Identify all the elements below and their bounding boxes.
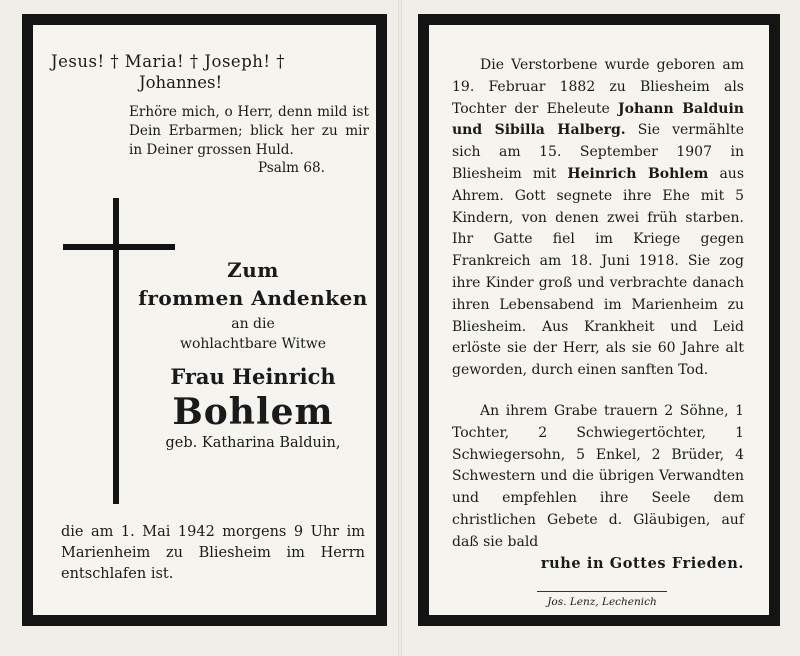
biography-part-3: aus Ahrem. Gott segnete ihre Ehe mit 5 Kindern, von denen zwei früh starben. Ihr Gatte fiel im Kriege gegen Frankreich am 18. Juni 1918. Sie zog ihre Kinder groß und verbrachte danach ihren Lebensabend im Marienheim zu Bliesheim. Aus Krankheit und Leid erlöste sie der Herr, als sie 60 Jahre alt geworden, durch einen sanften Tod. xyxy=(452,165,745,379)
invocation-line-2: Johannes! xyxy=(139,73,223,92)
rest-in-peace: ruhe in Gottes Frieden. xyxy=(540,555,744,572)
maiden-name: geb. Katharina Balduin, xyxy=(165,435,341,451)
memorial-line-andenken: frommen Andenken xyxy=(138,286,368,310)
printer-credit: Jos. Lenz, Lechenich xyxy=(547,596,657,608)
psalm-reference: Psalm 68. xyxy=(257,160,325,176)
deceased-name: Frau Heinrich xyxy=(170,364,336,389)
husband-name: Heinrich Bohlem xyxy=(567,165,709,182)
prayer-text: Erhöre mich, o Herr, denn mild ist Dein Erbarmen; blick her zu mir in Deiner grossen Huld. xyxy=(129,104,369,158)
death-notice: die am 1. Mai 1942 morgens 9 Uhr im Marienheim zu Bliesheim im Herrn entschlafen ist. xyxy=(61,524,365,582)
parents-names: Johann Balduin und Sibilla Halberg. xyxy=(452,100,744,139)
biography-part-2: Sie vermählte sich am 15. September 1907 in Bliesheim mit xyxy=(452,122,744,182)
cross-icon-bar xyxy=(63,244,175,250)
printer-divider xyxy=(537,591,667,592)
left-panel xyxy=(22,14,387,626)
right-panel xyxy=(418,14,780,626)
card-fold xyxy=(398,0,402,656)
invocation-line-1: Jesus! † Maria! † Joseph! † xyxy=(51,52,286,71)
deceased-surname: Bohlem xyxy=(172,391,334,433)
memorial-heading xyxy=(133,255,373,451)
memorial-line-zum: Zum xyxy=(227,258,279,282)
memorial-line-an-die: an die xyxy=(231,316,275,332)
invocation xyxy=(51,51,367,93)
biography xyxy=(452,55,744,382)
memorial-line-widow: wohlachtbare Witwe xyxy=(180,336,326,352)
mourners-text: An ihrem Grabe trauern 2 Söhne, 1 Tochter, 2 Schwiegertöchter, 1 Schwiegersohn, 5 Enkel, 2 Brüder, 4 Schwestern und die übrigen Verwandten und empfehlen ihre Seele dem christlichen Gebete d. Gläubigen, auf daß sie bald xyxy=(452,403,744,550)
biography-part-1: Die Verstorbene wurde geboren am 19. Februar 1882 zu Bliesheim als Tochter der Eheleute xyxy=(452,57,744,117)
